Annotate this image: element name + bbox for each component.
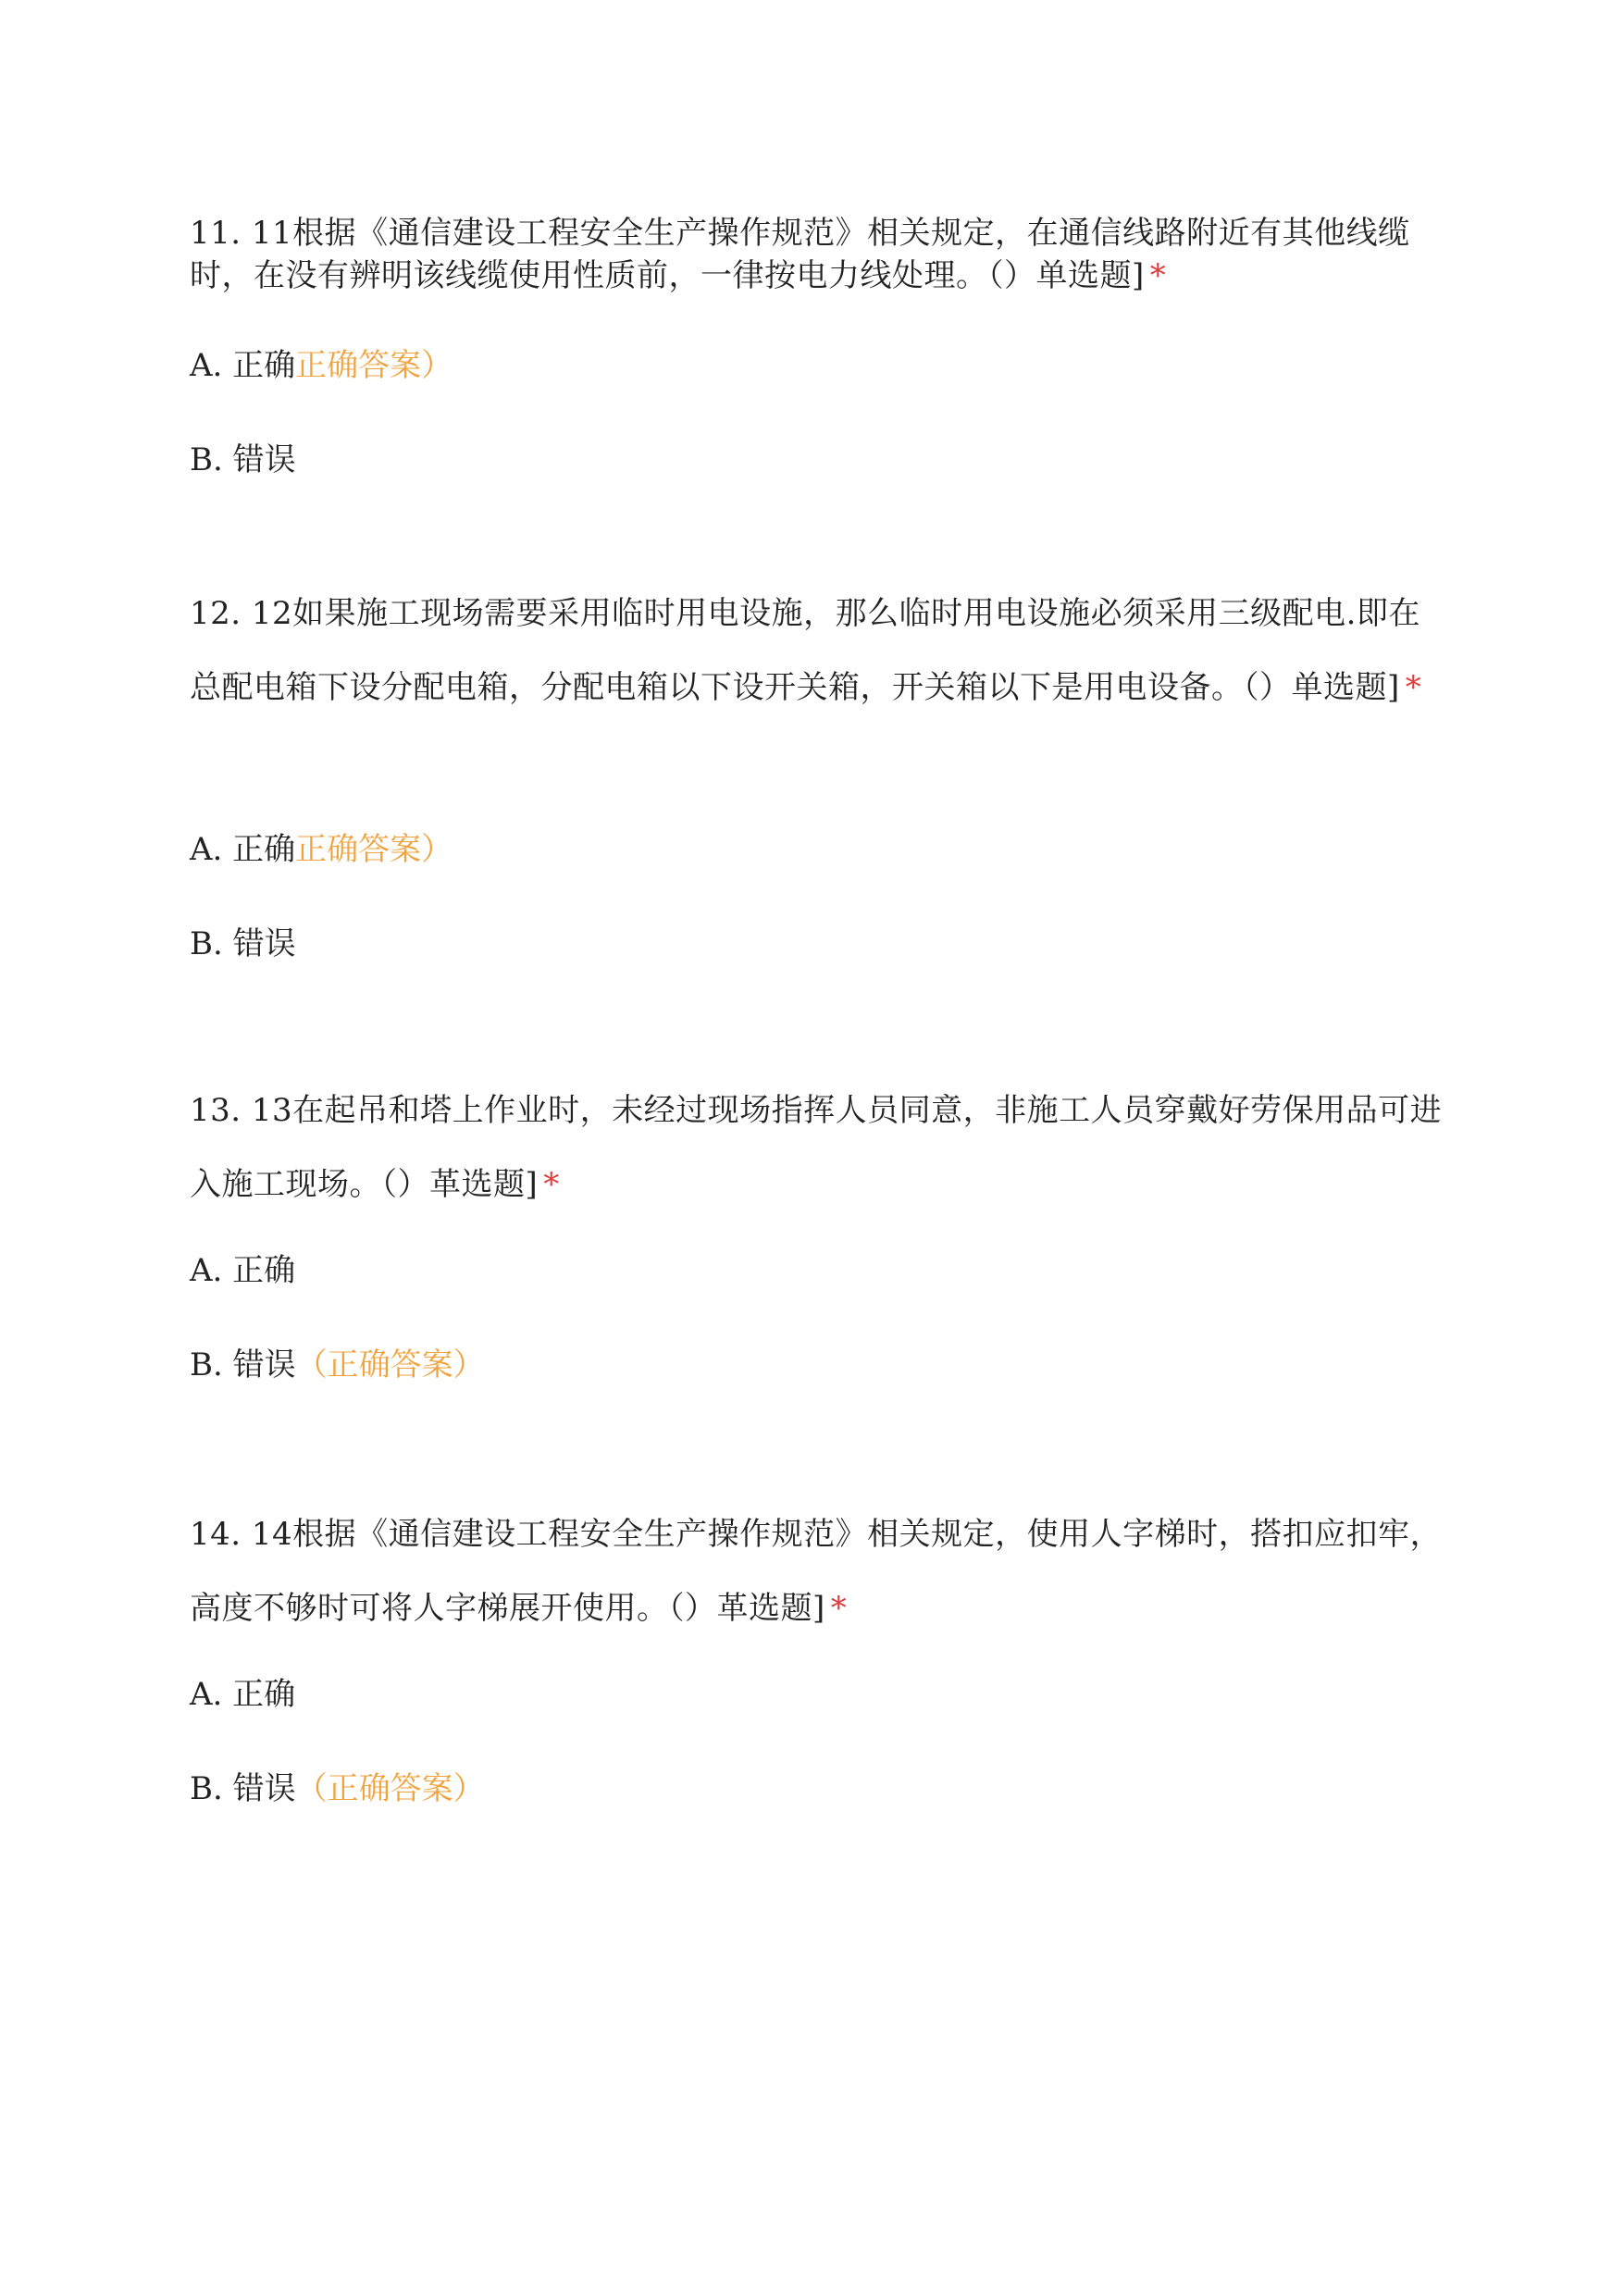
correct-answer-tag: 正确答案） (295, 347, 453, 384)
option-a (190, 828, 452, 871)
option-b (190, 439, 296, 481)
option-label: A. 正确 (190, 1252, 296, 1289)
question-stem: 11. 11根据《通信建设工程安全生产操作规范》相关规定，在通信线路附近有其他线缆时，在没有辨明该线缆使用性质前，一律按电力线处理。（）单选题] (190, 215, 1410, 294)
option-b (190, 923, 296, 965)
question-12 (190, 577, 1448, 962)
required-mark: * (1149, 257, 1167, 294)
question-stem: 13. 13在起吊和塔上作业时，未经过现场指挥人员同意，非施工人员穿戴好劳保用品可进入施工现场。（）革选题] (190, 1092, 1443, 1203)
option-label: A. 正确 (190, 831, 296, 868)
option-b (190, 1768, 485, 1810)
option-a (190, 1673, 295, 1716)
option-label: A. 正确 (190, 347, 296, 384)
correct-answer-tag: 正确答案） (295, 831, 453, 868)
required-mark: * (1405, 669, 1422, 706)
required-mark: * (543, 1166, 560, 1203)
option-b (190, 1344, 485, 1386)
question-text (190, 577, 1448, 725)
question-stem: 14. 14根据《通信建设工程安全生产操作规范》相关规定，使用人字梯时，搭扣应扣牢，高度不够时可将人字梯展开使用。（）革选题] (190, 1516, 1443, 1627)
correct-answer-tag: （正确答案） (295, 1770, 485, 1807)
option-a (190, 1249, 295, 1292)
option-a (190, 344, 452, 387)
option-label: B. 错误 (190, 1770, 296, 1807)
question-text (190, 1497, 1448, 1645)
question-11 (190, 212, 1448, 478)
question-text (190, 1073, 1448, 1222)
question-stem: 12. 12如果施工现场需要采用临时用电设施，那么临时用电设施必须采用三级配电.即在总配电箱下设分配电箱，分配电箱以下设开关箱，开关箱以下是用电设备。（）单选题] (190, 595, 1420, 706)
question-text (190, 212, 1448, 297)
option-label: B. 错误 (190, 925, 296, 962)
correct-answer-tag: （正确答案） (295, 1346, 485, 1383)
question-13 (190, 1073, 1448, 1383)
option-label: B. 错误 (190, 1346, 296, 1383)
required-mark: * (830, 1590, 848, 1627)
option-label: B. 错误 (190, 441, 296, 478)
question-14 (190, 1497, 1448, 1807)
option-label: A. 正确 (190, 1676, 296, 1713)
